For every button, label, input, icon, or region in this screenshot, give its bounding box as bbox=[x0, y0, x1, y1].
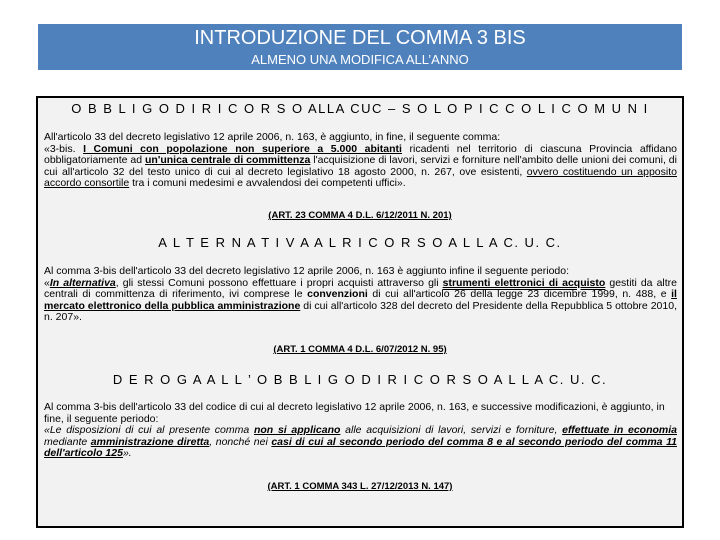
text-segment: «Le disposizioni di cui al presente comma bbox=[44, 424, 254, 436]
text-emphasis: amministrazione diretta bbox=[90, 435, 210, 448]
slide-header bbox=[38, 24, 682, 70]
section-intro: Al comma 3-bis dell'articolo 33 del decreto legislativo 12 aprile 2006, n. 163 è aggiunto infine il seguente periodo: bbox=[44, 265, 569, 277]
text-emphasis: un'unica centrale di committenza bbox=[145, 154, 311, 166]
section-intro: Al comma 3-bis dell'articolo 33 del codice di cui al decreto legislativo 12 aprile 2006, n. 163, e successive modificazioni, è aggiunto, in fine, il seguente periodo: bbox=[44, 401, 665, 425]
section-reference: (ART. 23 COMMA 4 D.L. 6/12/2011 N. 201) bbox=[268, 210, 452, 221]
text-emphasis: casi di cui al secondo periodo del comma 8 e al secondo periodo del comma 11 dell'articolo 125 bbox=[44, 435, 677, 459]
text-segment: l'acquisizione di lavori, servizi e forniture nell'ambito delle unioni dei comuni, di cui all'articolo 32 del testo unico di cui al decreto legislativo 18 agosto 2000, n. 267, ove esistenti, bbox=[44, 154, 677, 178]
text-segment: mediante bbox=[44, 435, 91, 448]
section-text-deroga bbox=[44, 402, 677, 460]
section-title-obbligo: O B B L I G O D I R I C O R S O ALLA CUC – S O L O P I C C O L I C O M U N I bbox=[71, 101, 649, 116]
section-intro: All'articolo 33 del decreto legislativo 12 aprile 2006, n. 163, è aggiunto, in fine, il seguente comma: bbox=[44, 131, 501, 143]
text-segment: alle acquisizioni di lavori, servizi e forniture, bbox=[340, 424, 563, 436]
section-title-alternativa: A L T E R N A T I V A A L R I C O R S O A L L A C. U. C. bbox=[158, 235, 562, 250]
section-text-obbligo bbox=[44, 132, 677, 190]
text-emphasis: ovvero costituendo un apposito accordo consortile bbox=[44, 165, 677, 189]
section-reference: (ART. 1 COMMA 343 L. 27/12/2013 N. 147) bbox=[267, 481, 453, 492]
text-segment: di cui all'articolo 26 della legge 23 dicembre 1999, n. 488, e bbox=[367, 288, 672, 300]
section-title-deroga: D E R O G A A L L ’ O B B L I G O D I R I C O R S O A L L A C. U. C. bbox=[112, 372, 608, 387]
text-segment: ». bbox=[122, 447, 132, 459]
section-text-alternativa bbox=[44, 266, 677, 324]
slide-subtitle: ALMENO UNA MODIFICA ALL’ANNO bbox=[251, 52, 469, 67]
text-emphasis: strumenti elettronici di acquisto bbox=[442, 276, 606, 289]
text-emphasis: In alternativa bbox=[49, 276, 116, 289]
section-reference: (ART. 1 COMMA 4 D.L. 6/07/2012 N. 95) bbox=[273, 344, 447, 355]
text-emphasis: I Comuni con popolazione non superiore a 5.000 abitanti bbox=[83, 142, 402, 155]
text-emphasis: convenzioni bbox=[307, 288, 368, 300]
text-emphasis: il mercato elettronico della pubblica amministrazione bbox=[44, 288, 677, 312]
text-segment: ricadenti nel territorio di ciascuna Provincia affidano obbligatoriamente ad bbox=[44, 142, 677, 166]
content-panel bbox=[36, 96, 684, 528]
text-segment: di cui all'articolo 328 del decreto del Presidente della Repubblica 5 ottobre 2010, n. 207». bbox=[44, 299, 677, 323]
text-segment: , nonché nei bbox=[209, 435, 272, 448]
text-segment: tra i comuni medesimi e avvalendosi dei competenti uffici». bbox=[129, 177, 406, 189]
text-segment: gestiti da altre centrali di committenza di riferimento, ivi comprese le bbox=[44, 276, 678, 300]
slide-title: INTRODUZIONE DEL COMMA 3 BIS bbox=[194, 27, 526, 49]
text-emphasis: non si applicano bbox=[253, 424, 341, 436]
text-emphasis: effettuate in economia bbox=[562, 424, 677, 436]
text-segment: «3-bis. bbox=[44, 142, 84, 155]
text-segment: , gli stessi Comuni possono effettuare i propri acquisti attraverso gli bbox=[115, 276, 443, 289]
text-segment: « bbox=[44, 276, 50, 289]
